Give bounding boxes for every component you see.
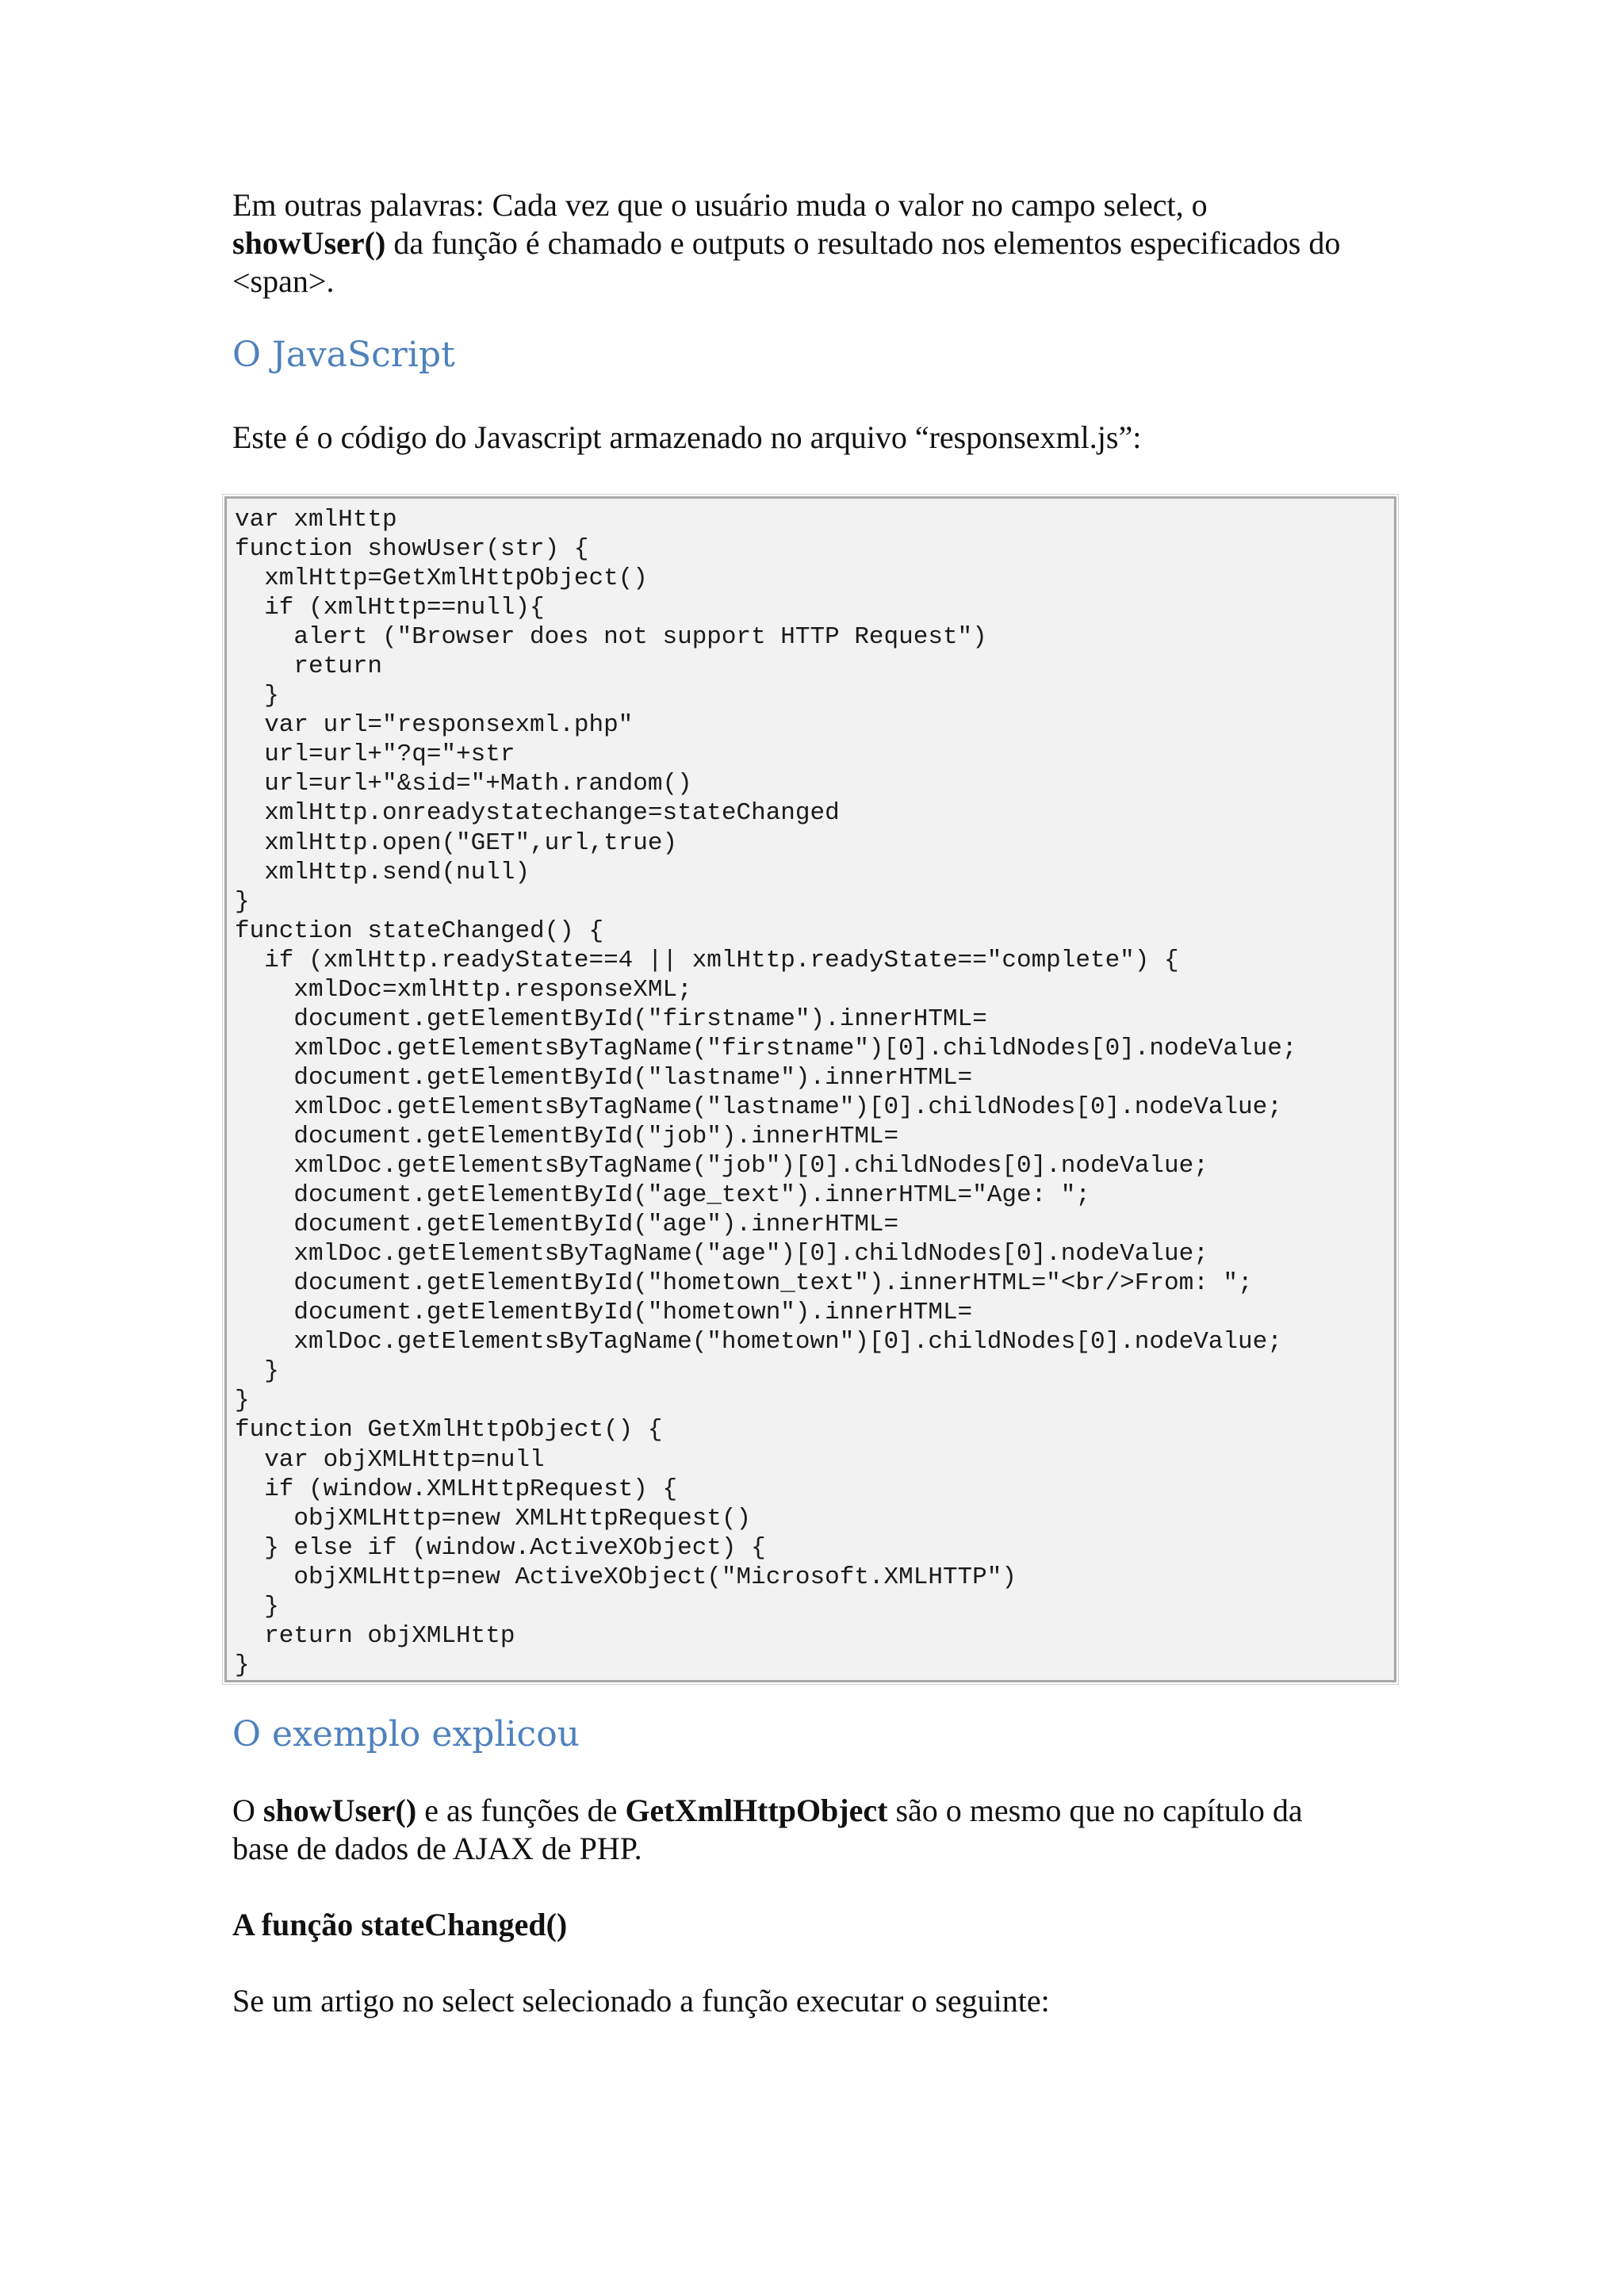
code-line: var url="responsexml.php" — [235, 711, 634, 740]
code-lines — [235, 505, 1394, 1680]
intro-line-2: da função é chamado e outputs o resultado nos elementos especificados do — [385, 225, 1341, 261]
example-p1-line2: base de dados de AJAX de PHP. — [232, 1831, 642, 1866]
statechanged-subheading: A função stateChanged() — [232, 1907, 568, 1942]
code-line: return objXMLHttp — [235, 1621, 515, 1650]
code-line: if (xmlHttp==null){ — [235, 594, 545, 622]
code-line: xmlDoc=xmlHttp.responseXML; — [235, 975, 692, 1004]
code-line: document.getElementById("firstname").innerHTML= — [235, 1004, 987, 1033]
code-line: alert ("Browser does not support HTTP Request") — [235, 623, 987, 652]
intro-block — [232, 186, 1398, 300]
code-line: document.getElementById("job").innerHTML= — [235, 1122, 899, 1150]
code-line: function GetXmlHttpObject() { — [235, 1416, 663, 1445]
code-line: document.getElementById("age").innerHTML= — [235, 1211, 899, 1239]
code-line: xmlDoc.getElementsByTagName("lastname")[0].childNodes[0].nodeValue; — [235, 1093, 1282, 1121]
code-line: xmlDoc.getElementsByTagName("job")[0].childNodes[0].nodeValue; — [235, 1152, 1208, 1181]
intro-line-1: Em outras palavras: Cada vez que o usuário muda o valor no campo select, o — [232, 187, 1208, 223]
statechanged-description: Se um artigo no select selecionado a função executar o seguinte: — [232, 1983, 1050, 2019]
example-p1-e: são o mesmo que no capítulo da — [887, 1793, 1303, 1828]
code-line: xmlHttp.send(null) — [235, 858, 530, 886]
code-line: if (xmlHttp.readyState==4 || xmlHttp.readyState=="complete") { — [235, 946, 1179, 974]
code-line: } — [235, 1651, 250, 1679]
intro-bold-function: showUser() — [232, 225, 386, 261]
example-paragraph — [232, 1792, 1398, 1868]
code-line: } — [235, 1357, 279, 1386]
code-line: return — [235, 652, 383, 681]
code-line: xmlDoc.getElementsByTagName("firstname")[0].childNodes[0].nodeValue; — [235, 1034, 1297, 1062]
code-line: xmlDoc.getElementsByTagName("age")[0].childNodes[0].nodeValue; — [235, 1240, 1208, 1269]
code-line: } — [235, 887, 250, 916]
code-block — [224, 496, 1396, 1682]
statechanged-subheading-wrap — [232, 1906, 1398, 1944]
code-line: } — [235, 682, 279, 710]
code-line: url=url+"&sid="+Math.random() — [235, 770, 692, 798]
js-description-wrap — [232, 419, 1398, 457]
js-description: Este é o código do Javascript armazenado no arquivo “responsexml.js”: — [232, 419, 1142, 455]
code-line: document.getElementById("hometown_text").innerHTML="<br/>From: "; — [235, 1269, 1253, 1298]
code-line: } else if (window.ActiveXObject) { — [235, 1533, 766, 1562]
code-line: objXMLHttp=new ActiveXObject("Microsoft.XMLHTTP") — [235, 1563, 1017, 1591]
code-line: url=url+"?q="+str — [235, 740, 515, 769]
example-section-heading: O exemplo explicou — [232, 1714, 580, 1755]
code-line: function showUser(str) { — [235, 535, 589, 564]
code-line: xmlHttp.open("GET",url,true) — [235, 828, 678, 857]
code-line: document.getElementById("age_text").innerHTML="Age: "; — [235, 1181, 1090, 1210]
example-p1-a: O — [232, 1793, 263, 1828]
example-p1-getxmlhttpobject: GetXmlHttpObject — [625, 1793, 888, 1828]
intro-paragraph — [232, 186, 1398, 300]
code-line: } — [235, 1592, 279, 1621]
code-line: var objXMLHttp=null — [235, 1445, 545, 1474]
js-section-heading: O JavaScript — [232, 335, 455, 375]
code-line: document.getElementById("hometown").innerHTML= — [235, 1299, 973, 1327]
code-line: function stateChanged() { — [235, 916, 604, 945]
code-line: xmlDoc.getElementsByTagName("hometown")[0].childNodes[0].nodeValue; — [235, 1328, 1282, 1357]
code-line: xmlHttp=GetXmlHttpObject() — [235, 564, 648, 593]
example-section — [232, 1712, 1398, 2020]
example-p1-c: e as funções de — [416, 1793, 626, 1828]
code-line: if (window.XMLHttpRequest) { — [235, 1475, 678, 1503]
code-line: document.getElementById("lastname").innerHTML= — [235, 1063, 973, 1092]
code-line: xmlHttp.onreadystatechange=stateChanged — [235, 799, 840, 828]
example-p1-showuser: showUser() — [262, 1793, 417, 1828]
code-line: objXMLHttp=new XMLHttpRequest() — [235, 1504, 752, 1533]
intro-line-3: <span>. — [232, 263, 335, 299]
code-line: } — [235, 1387, 250, 1415]
js-section-heading-wrap — [232, 333, 455, 377]
code-line: var xmlHttp — [235, 506, 397, 534]
